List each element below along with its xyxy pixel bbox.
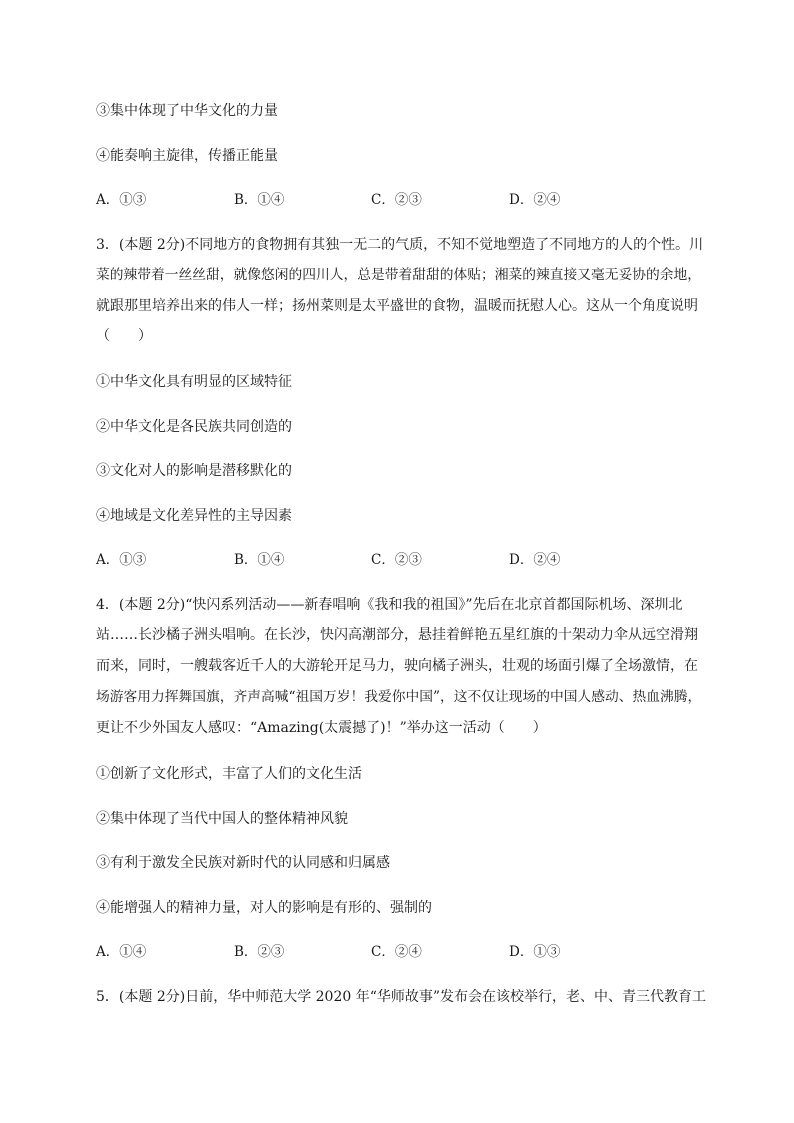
q4-item-2: ②集中体现了当代中国人的整体精神风貌: [96, 811, 348, 827]
q3-option-c: C．②③: [371, 552, 422, 568]
q2-option-b: B．①④: [234, 192, 285, 208]
q4-item-1: ①创新了文化形式，丰富了人们的文化生活: [96, 766, 362, 782]
q4-option-b: B．②③: [234, 944, 285, 960]
q3-item-2: ②中华文化是各民族共同创造的: [96, 419, 292, 435]
q2-item-4: ④能奏响主旋律，传播正能量: [96, 148, 278, 164]
q4-stem-line: 站……长沙橘子洲头唱响。在长沙，快闪高潮部分，悬挂着鲜艳五星红旗的十架动力伞从远空滑翔: [96, 627, 698, 643]
q5-stem-line: 5．(本题 2分)日前，华中师范大学 2020 年“华师故事”发布会在该校举行，老、中、青三代教育工: [96, 989, 707, 1005]
q4-item-3: ③有利于激发全民族对新时代的认同感和归属感: [96, 855, 390, 871]
q3-item-4: ④地域是文化差异性的主导因素: [96, 508, 292, 524]
q3-stem-line: 就跟那里培养出来的伟人一样；扬州菜则是太平盛世的食物，温暖而抚慰人心。这从一个角度说明: [96, 298, 698, 314]
q4-stem-line: 4．(本题 2分)“快闪系列活动——新春唱响《我和我的祖国》”先后在北京首都国际机场、深圳北: [96, 597, 683, 613]
q3-item-3: ③文化对人的影响是潜移默化的: [96, 463, 292, 479]
q4-item-4: ④能增强人的精神力量，对人的影响是有形的、强制的: [96, 900, 432, 916]
q4-stem-line: 场游客用力挥舞国旗，齐声高喊“祖国万岁！我爱你中国”，这不仅让现场的中国人感动、热血沸腾，: [96, 689, 702, 705]
q4-stem-line: 更让不少外国友人感叹：“Amazing(太震撼了)！”举办这一活动（ ）: [96, 720, 547, 736]
q3-stem-line: 3．(本题 2分)不同地方的食物拥有其独一无二的气质，不知不觉地塑造了不同地方的人的个性。川: [96, 237, 704, 253]
q4-option-c: C．②④: [371, 944, 422, 960]
q4-stem-line: 而来，同时，一艘载客近千人的大游轮开足马力，驶向橘子洲头，壮观的场面引爆了全场激情，在: [96, 658, 698, 674]
q2-option-a: A．①③: [96, 192, 147, 208]
q3-option-b: B．①④: [234, 552, 285, 568]
q3-answer-blank: （ ）: [96, 328, 152, 344]
q3-option-d: D．②④: [509, 552, 561, 568]
q2-option-c: C．②③: [371, 192, 422, 208]
q4-option-a: A．①④: [96, 944, 147, 960]
q4-option-d: D．①③: [509, 944, 561, 960]
q2-option-d: D．②④: [509, 192, 561, 208]
q3-stem-line: 菜的辣带着一丝丝甜，就像悠闲的四川人，总是带着甜甜的体贴；湘菜的辣直接又毫无妥协的余地，: [96, 267, 702, 283]
q3-item-1: ①中华文化具有明显的区域特征: [96, 374, 292, 390]
q3-option-a: A．①③: [96, 552, 147, 568]
q2-item-3: ③集中体现了中华文化的力量: [96, 103, 278, 119]
